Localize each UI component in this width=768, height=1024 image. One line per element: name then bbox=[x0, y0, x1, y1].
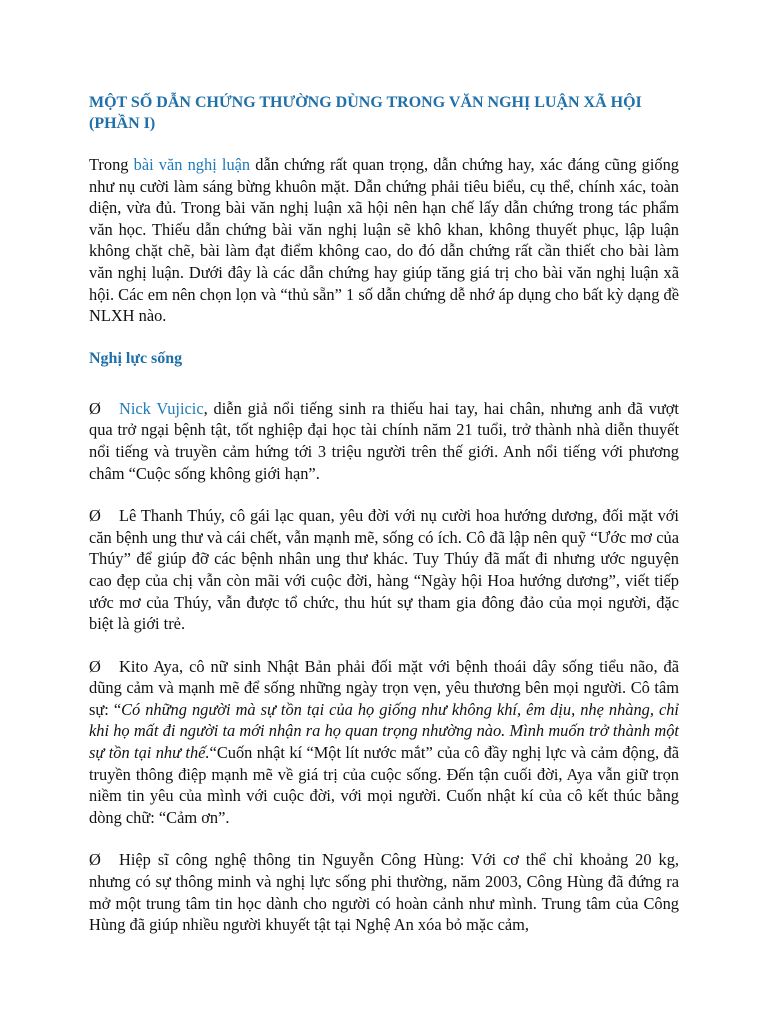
item-link[interactable]: Nick Vujicic bbox=[119, 398, 204, 418]
intro-paragraph bbox=[89, 154, 679, 327]
intro-text-rest: dẫn chứng rất quan trọng, dẫn chứng hay, xác đáng cũng giống như nụ cười làm sáng bừng khuôn mặt. Dẫn chứng phải tiêu biểu, cụ thể, chính xác, toàn diện, vừa đủ. Trong bài văn nghị luận xã hội nên hạn chế lấy dẫn chứng trong tác phẩm văn học. Thiếu dẫn chứng bài văn nghị luận sẽ khô khan, không thuyết phục, lập luận không chặt chẽ, bài làm đạt điểm không cao, do đó dẫn chứng rất cần thiết cho bài làm văn nghị luận. Dưới đây là các dẫn chứng hay giúp tăng giá trị cho bài văn nghị luận xã hội. Các em nên chọn lọn và “thủ sẵn” 1 số dẫn chứng dễ nhớ áp dụng cho bất kỳ dạng đề NLXH nào. bbox=[89, 155, 679, 326]
item-text: Kito Aya, cô nữ sinh Nhật Bản phải đối mặt với bệnh thoái dây sống tiểu não, đã dũng cảm và mạnh mẽ để sống những ngày trọn vẹn, yêu thương bên mọi người. Cô tâm sự: “ bbox=[89, 656, 679, 719]
intro-text-start: Trong bbox=[89, 155, 134, 174]
list-item bbox=[89, 849, 679, 935]
item-text: , diễn giả nổi tiếng sinh ra thiếu hai tay, hai chân, nhưng anh đã vượt qua trở ngại bệnh tật, tốt nghiệp đại học tài chính năm 21 tuổi, trở thành nhà diễn thuyết nổi tiếng và truyền cảm hứng tới 3 triệu người trên thế giới. Anh nổi tiếng với phương châm “Cuộc sống không giới hạn”. bbox=[89, 398, 679, 483]
intro-link[interactable]: bài văn nghị luận bbox=[133, 155, 251, 174]
list-item bbox=[89, 505, 679, 635]
document-title: MỘT SỐ DẪN CHỨNG THƯỜNG DÙNG TRONG VĂN NGHỊ LUẬN XÃ HỘI (PHẦN I) bbox=[89, 94, 642, 132]
document-content bbox=[89, 92, 679, 957]
item-text: Hiệp sĩ công nghệ thông tin Nguyễn Công Hùng: Với cơ thể chỉ khoảng 20 kg, nhưng có sự thông minh và nghị lực sống phi thường, năm 2003, Công Hùng đã đứng ra mở một trung tâm tin học dành cho người có hoàn cảnh như mình. Trung tâm của Công Hùng đã giúp nhiều người khuyết tật tại Nghệ An xóa bỏ mặc cảm, bbox=[89, 850, 679, 935]
arrow-bullet-icon: Ø bbox=[89, 656, 101, 676]
list-item bbox=[89, 398, 679, 484]
arrow-bullet-icon: Ø bbox=[89, 506, 101, 526]
section-heading: Nghị lực sống bbox=[89, 349, 183, 367]
item-quote: Có những người mà sự tồn tại của họ giống như không khí, êm dịu, nhẹ nhàng, chỉ khi họ mất đi người ta mới nhận ra họ quan trọng nhường nào. Mình muốn trở thành một sự tồn tại như thế. bbox=[89, 699, 679, 763]
arrow-bullet-icon: Ø bbox=[89, 398, 101, 418]
arrow-bullet-icon: Ø bbox=[89, 850, 101, 870]
item-text: Lê Thanh Thúy, cô gái lạc quan, yêu đời với nụ cười hoa hướng dương, đối mặt với căn bệnh ung thư và cái chết, vẫn mạnh mẽ, sống có ích. Cô đã lập nên quỹ “Ước mơ của Thúy” để giúp đỡ các bệnh nhân ung thư khác. Tuy Thúy đã mất đi nhưng ước nguyện cao đẹp của chị vẫn còn mãi với cuộc đời, hàng “Ngày hội Hoa hướng dương”, viết tiếp ước mơ của Thúy, vẫn được tổ chức, thu hút sự tham gia đông đảo của mọi người, đặc biệt là giới trẻ. bbox=[89, 506, 679, 634]
item-text-after-quote: “Cuốn nhật kí “Một lít nước mắt” của cô đầy nghị lực và cảm động, đã truyền thông điệp mạnh mẽ về giá trị của cuộc sống. Đến tận cuối đời, Aya vẫn giữ trọn niềm tin yêu của mình với cuộc đời, với mọi người. Cuốn nhật kí của cô kết thúc bằng dòng chữ: “Cảm ơn”. bbox=[89, 743, 679, 827]
list-item bbox=[89, 656, 679, 829]
